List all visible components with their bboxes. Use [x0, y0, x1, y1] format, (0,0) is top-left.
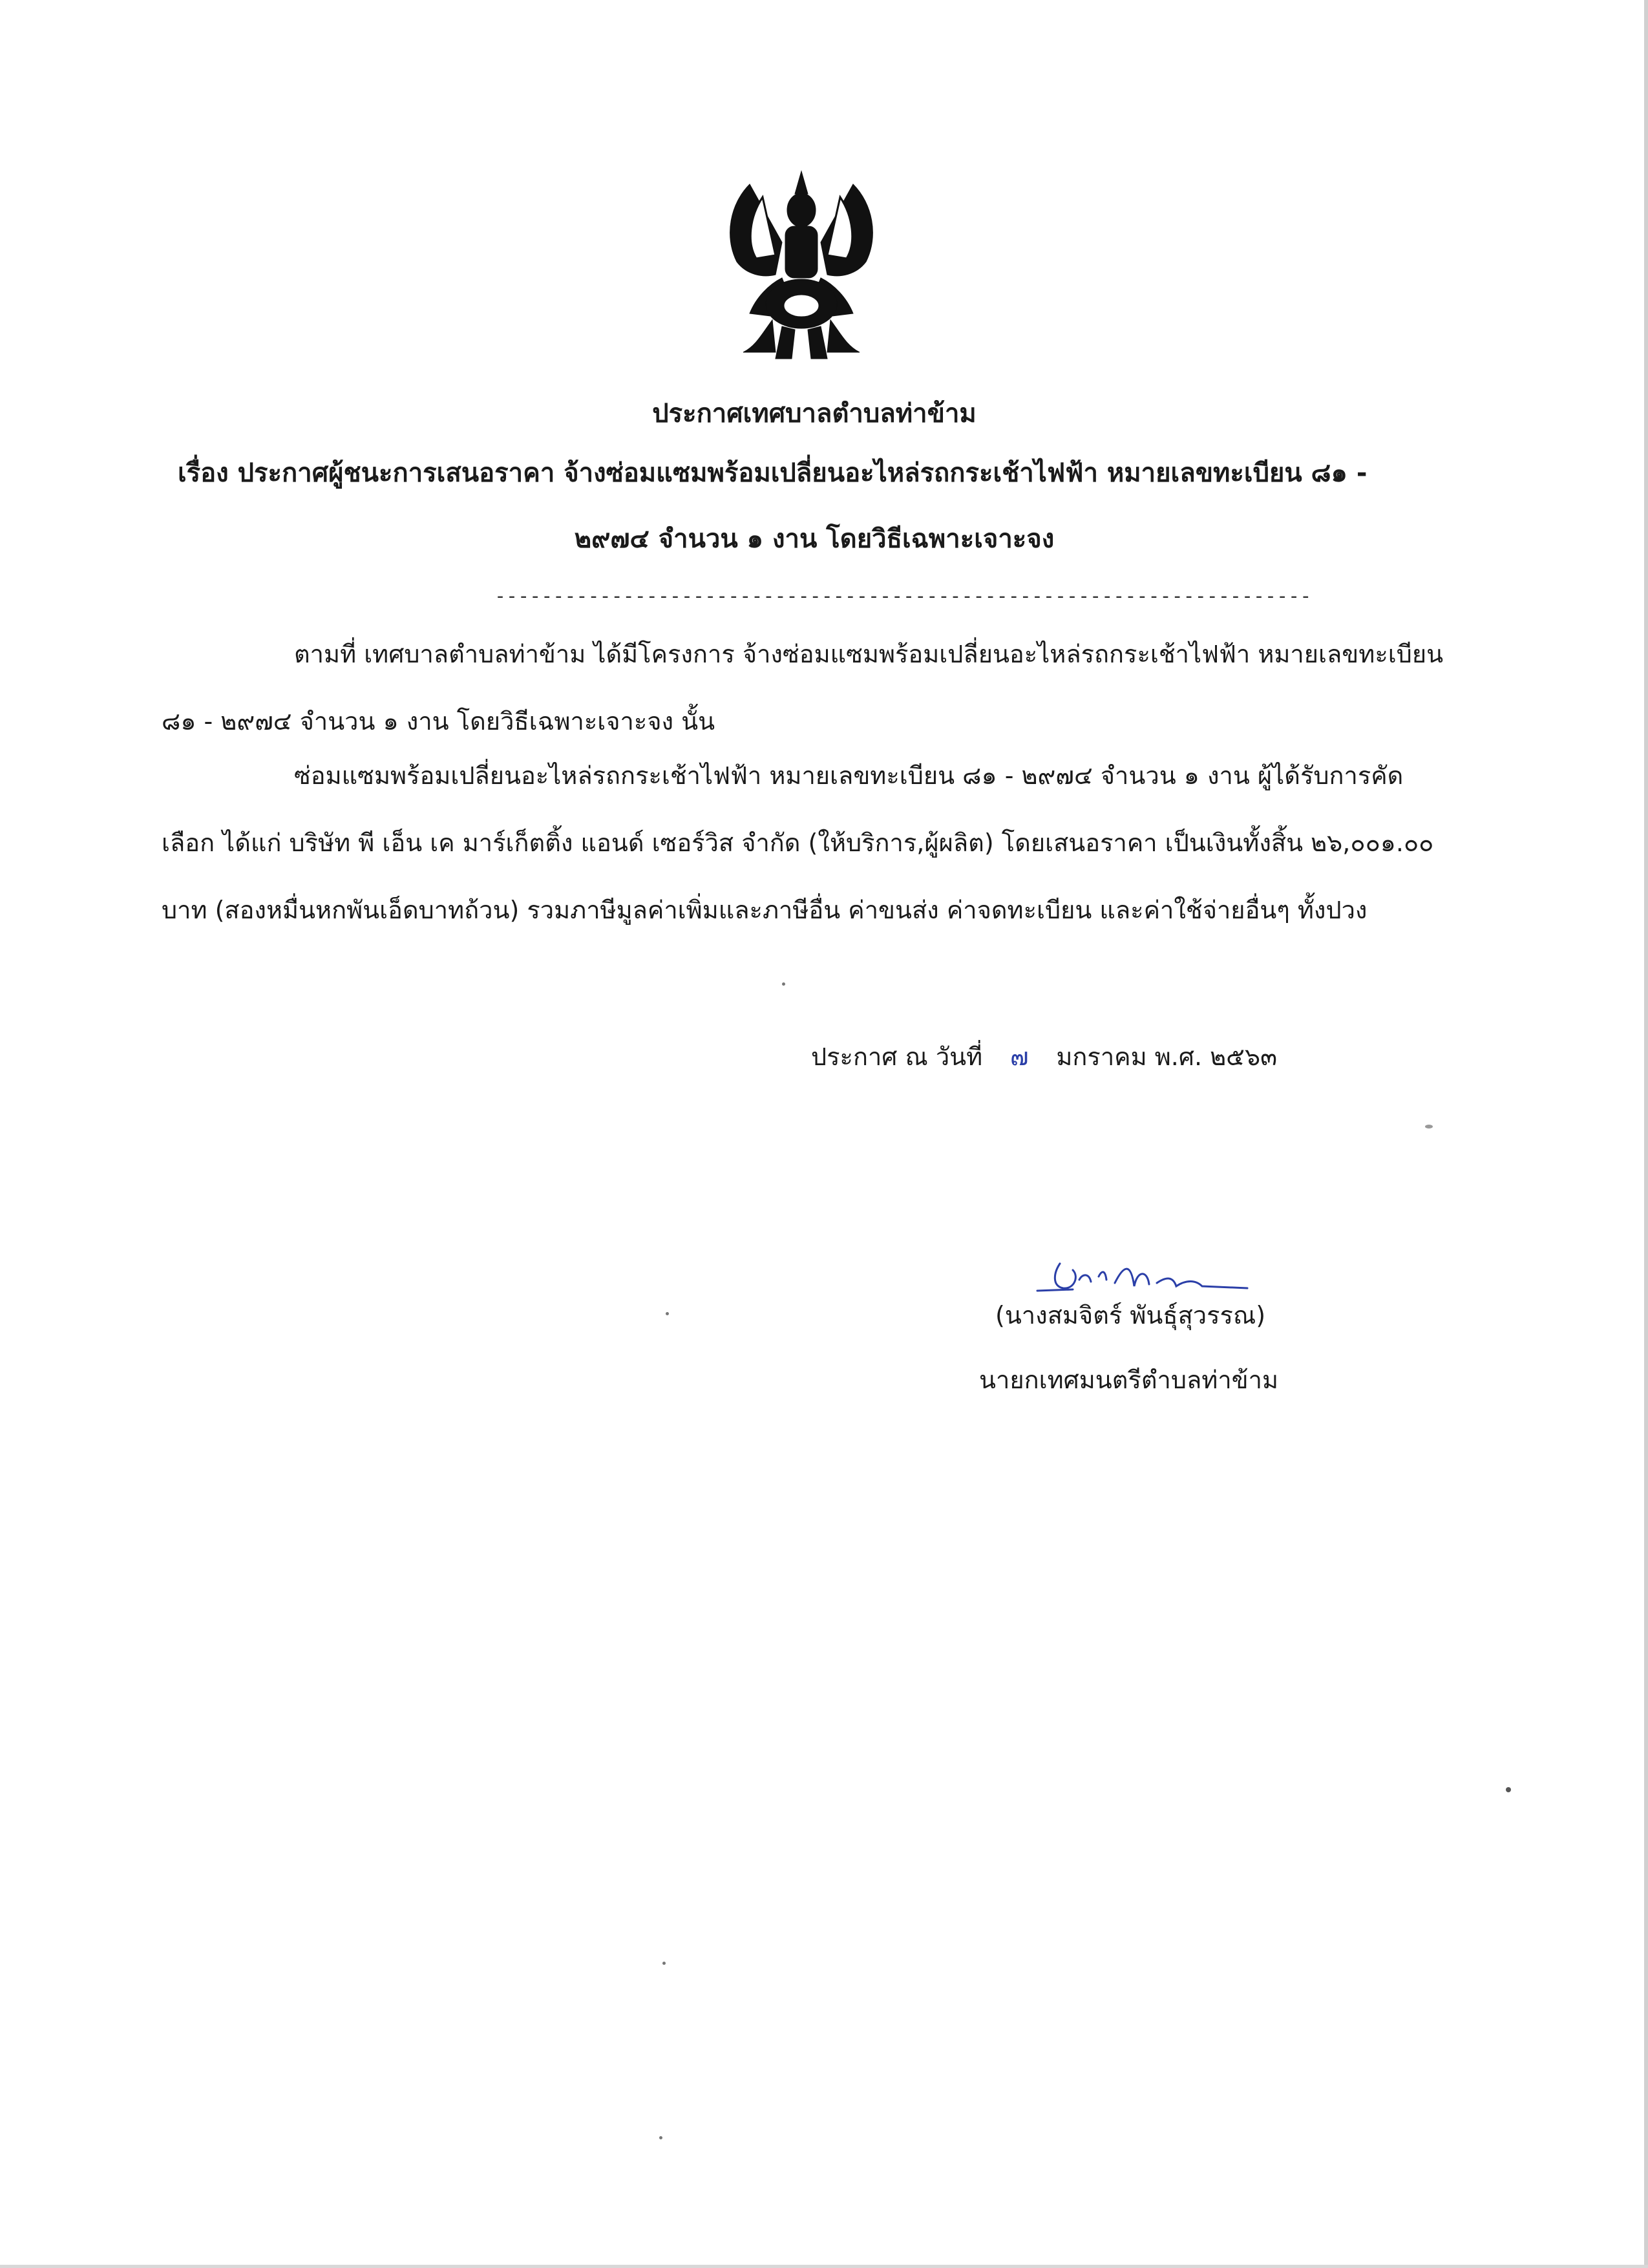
scan-speck	[782, 982, 785, 986]
scan-speck	[1506, 1787, 1511, 1792]
divider-line: ----------------------------------------------------------------------	[494, 585, 1312, 608]
date-day: ๗	[1009, 1043, 1029, 1071]
garuda-emblem-icon	[711, 165, 892, 372]
announcement-date	[811, 1031, 1277, 1083]
body-paragraph-2-text: ซ่อมแซมพร้อมเปลี่ยนอะไหล่รถกระเช้าไฟฟ้า หมายเลขทะเบียน ๘๑ - ๒๙๗๔ จำนวน ๑ งาน ผู้ได้รับการคัดเลือก ได้แก่ บริษัท พี เอ็น เค มาร์เก็ตติ้ง แอนด์ เซอร์วิส จำกัด (ให้บริการ,ผู้ผลิต) โดยเสนอราคา เป็นเงินทั้งสิ้น ๒๖,๐๐๑.๐๐ บาท (สองหมื่นหกพันเอ็ดบาทถ้วน) รวมภาษีมูลค่าเพิ่มและภาษีอื่น ค่าขนส่ง ค่าจดทะเบียน และค่าใช้จ่ายอื่นๆ ทั้งปวง	[162, 761, 1434, 924]
body-paragraph-2	[162, 742, 1454, 944]
subject-text-1: ประกาศผู้ชนะการเสนอราคา จ้างซ่อมแซมพร้อมเปลี่ยนอะไหล่รถกระเช้าไฟฟ้า หมายเลขทะเบียน ๘๑ -	[237, 458, 1368, 488]
scan-edge-bottom	[0, 2265, 1648, 2268]
body-paragraph-1-text: ตามที่ เทศบาลตำบลท่าข้าม ได้มีโครงการ จ้างซ่อมแซมพร้อมเปลี่ยนอะไหล่รถกระเช้าไฟฟ้า หมายเลขทะเบียน ๘๑ - ๒๙๗๔ จำนวน ๑ งาน โดยวิธีเฉพาะเจาะจง นั้น	[162, 640, 1444, 736]
signatory-position: นายกเทศมนตรีตำบลท่าข้าม	[979, 1366, 1279, 1394]
date-prefix: ประกาศ ณ วันที่	[811, 1043, 983, 1071]
signatory-name: (นางสมจิตร์ พันธุ์สุวรรณ)	[995, 1301, 1266, 1330]
date-month-year: มกราคม พ.ศ. ๒๕๖๓	[1056, 1043, 1278, 1071]
title-block	[129, 388, 1499, 571]
scan-speck	[666, 1312, 669, 1315]
scan-speck	[659, 2136, 662, 2139]
scan-speck	[662, 1962, 666, 1965]
org-title: ประกาศเทศบาลตำบลท่าข้าม	[652, 399, 977, 429]
subject-line-2: ๒๙๗๔ จำนวน ๑ งาน โดยวิธีเฉพาะเจาะจง	[574, 524, 1055, 554]
scan-speck	[1425, 1125, 1433, 1129]
subject-line-1	[129, 440, 1499, 507]
body-paragraph-1	[162, 620, 1454, 755]
scan-edge-right	[1644, 0, 1648, 2268]
subject-label: เรื่อง	[178, 458, 229, 488]
